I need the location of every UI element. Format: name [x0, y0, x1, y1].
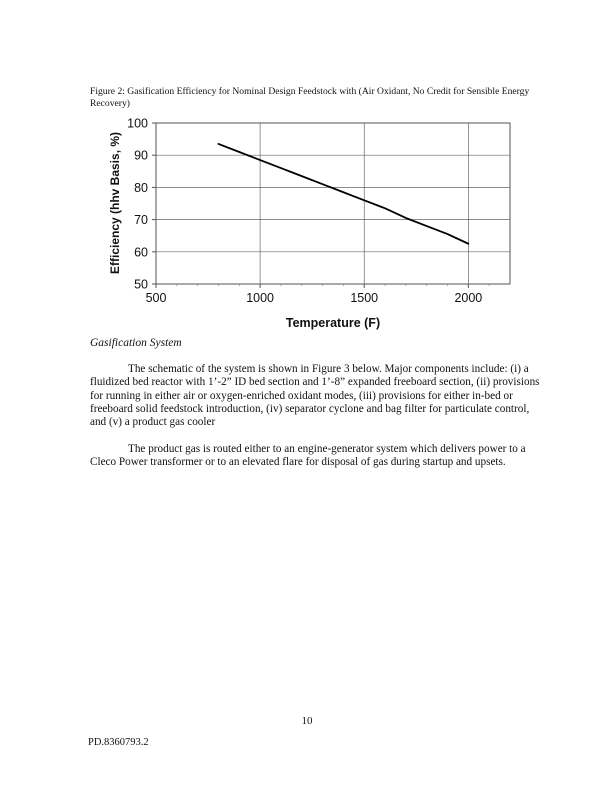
y-tick-label-70: 70	[134, 213, 148, 228]
efficiency-series-line	[218, 144, 468, 244]
document-id: PD.8360793.2	[88, 737, 149, 748]
section-heading: Gasification System	[90, 337, 182, 349]
plot-frame	[156, 123, 510, 284]
figure-caption: Figure 2: Gasification Efficiency for Nominal Design Feedstock with (Air Oxidant, No Credit for Sensible Energy Recovery)	[90, 86, 530, 109]
y-tick-label-50: 50	[134, 277, 148, 292]
series-layer	[218, 144, 468, 244]
x-tick-label-500: 500	[145, 291, 167, 305]
x-tick-label-1500: 1500	[350, 291, 379, 305]
efficiency-chart	[0, 0, 614, 340]
tick-layer	[127, 117, 489, 306]
y-tick-label-60: 60	[134, 245, 148, 260]
paragraph-system-components: The schematic of the system is shown in Figure 3 below. Major components include: (i) a fluidized bed reactor with 1’-2” ID bed section and 1’-8” expanded freeboard section, (ii) provisions for running in either air or oxygen-enriched oxidant modes, (iii) provisions for either in-bed or freeboard solid feedstock introduction, (iv) separator cyclone and bag filter for particulate control, and (v) a product gas cooler	[90, 363, 540, 429]
y-tick-label-100: 100	[127, 116, 148, 131]
grid-layer	[156, 123, 510, 284]
x-axis-title: Temperature (F)	[285, 316, 381, 330]
page-number: 10	[301, 715, 313, 727]
y-axis-title: Efficiency (hhv Basis, %)	[108, 131, 122, 275]
x-tick-label-1000: 1000	[246, 291, 275, 305]
paragraph-product-gas: The product gas is routed either to an engine-generator system which delivers power to a Cleco Power transformer or to an elevated flare for disposal of gas during startup and upsets.	[90, 443, 526, 469]
x-tick-label-2000: 2000	[454, 291, 483, 305]
y-tick-label-80: 80	[134, 180, 148, 195]
y-tick-label-90: 90	[134, 148, 148, 163]
